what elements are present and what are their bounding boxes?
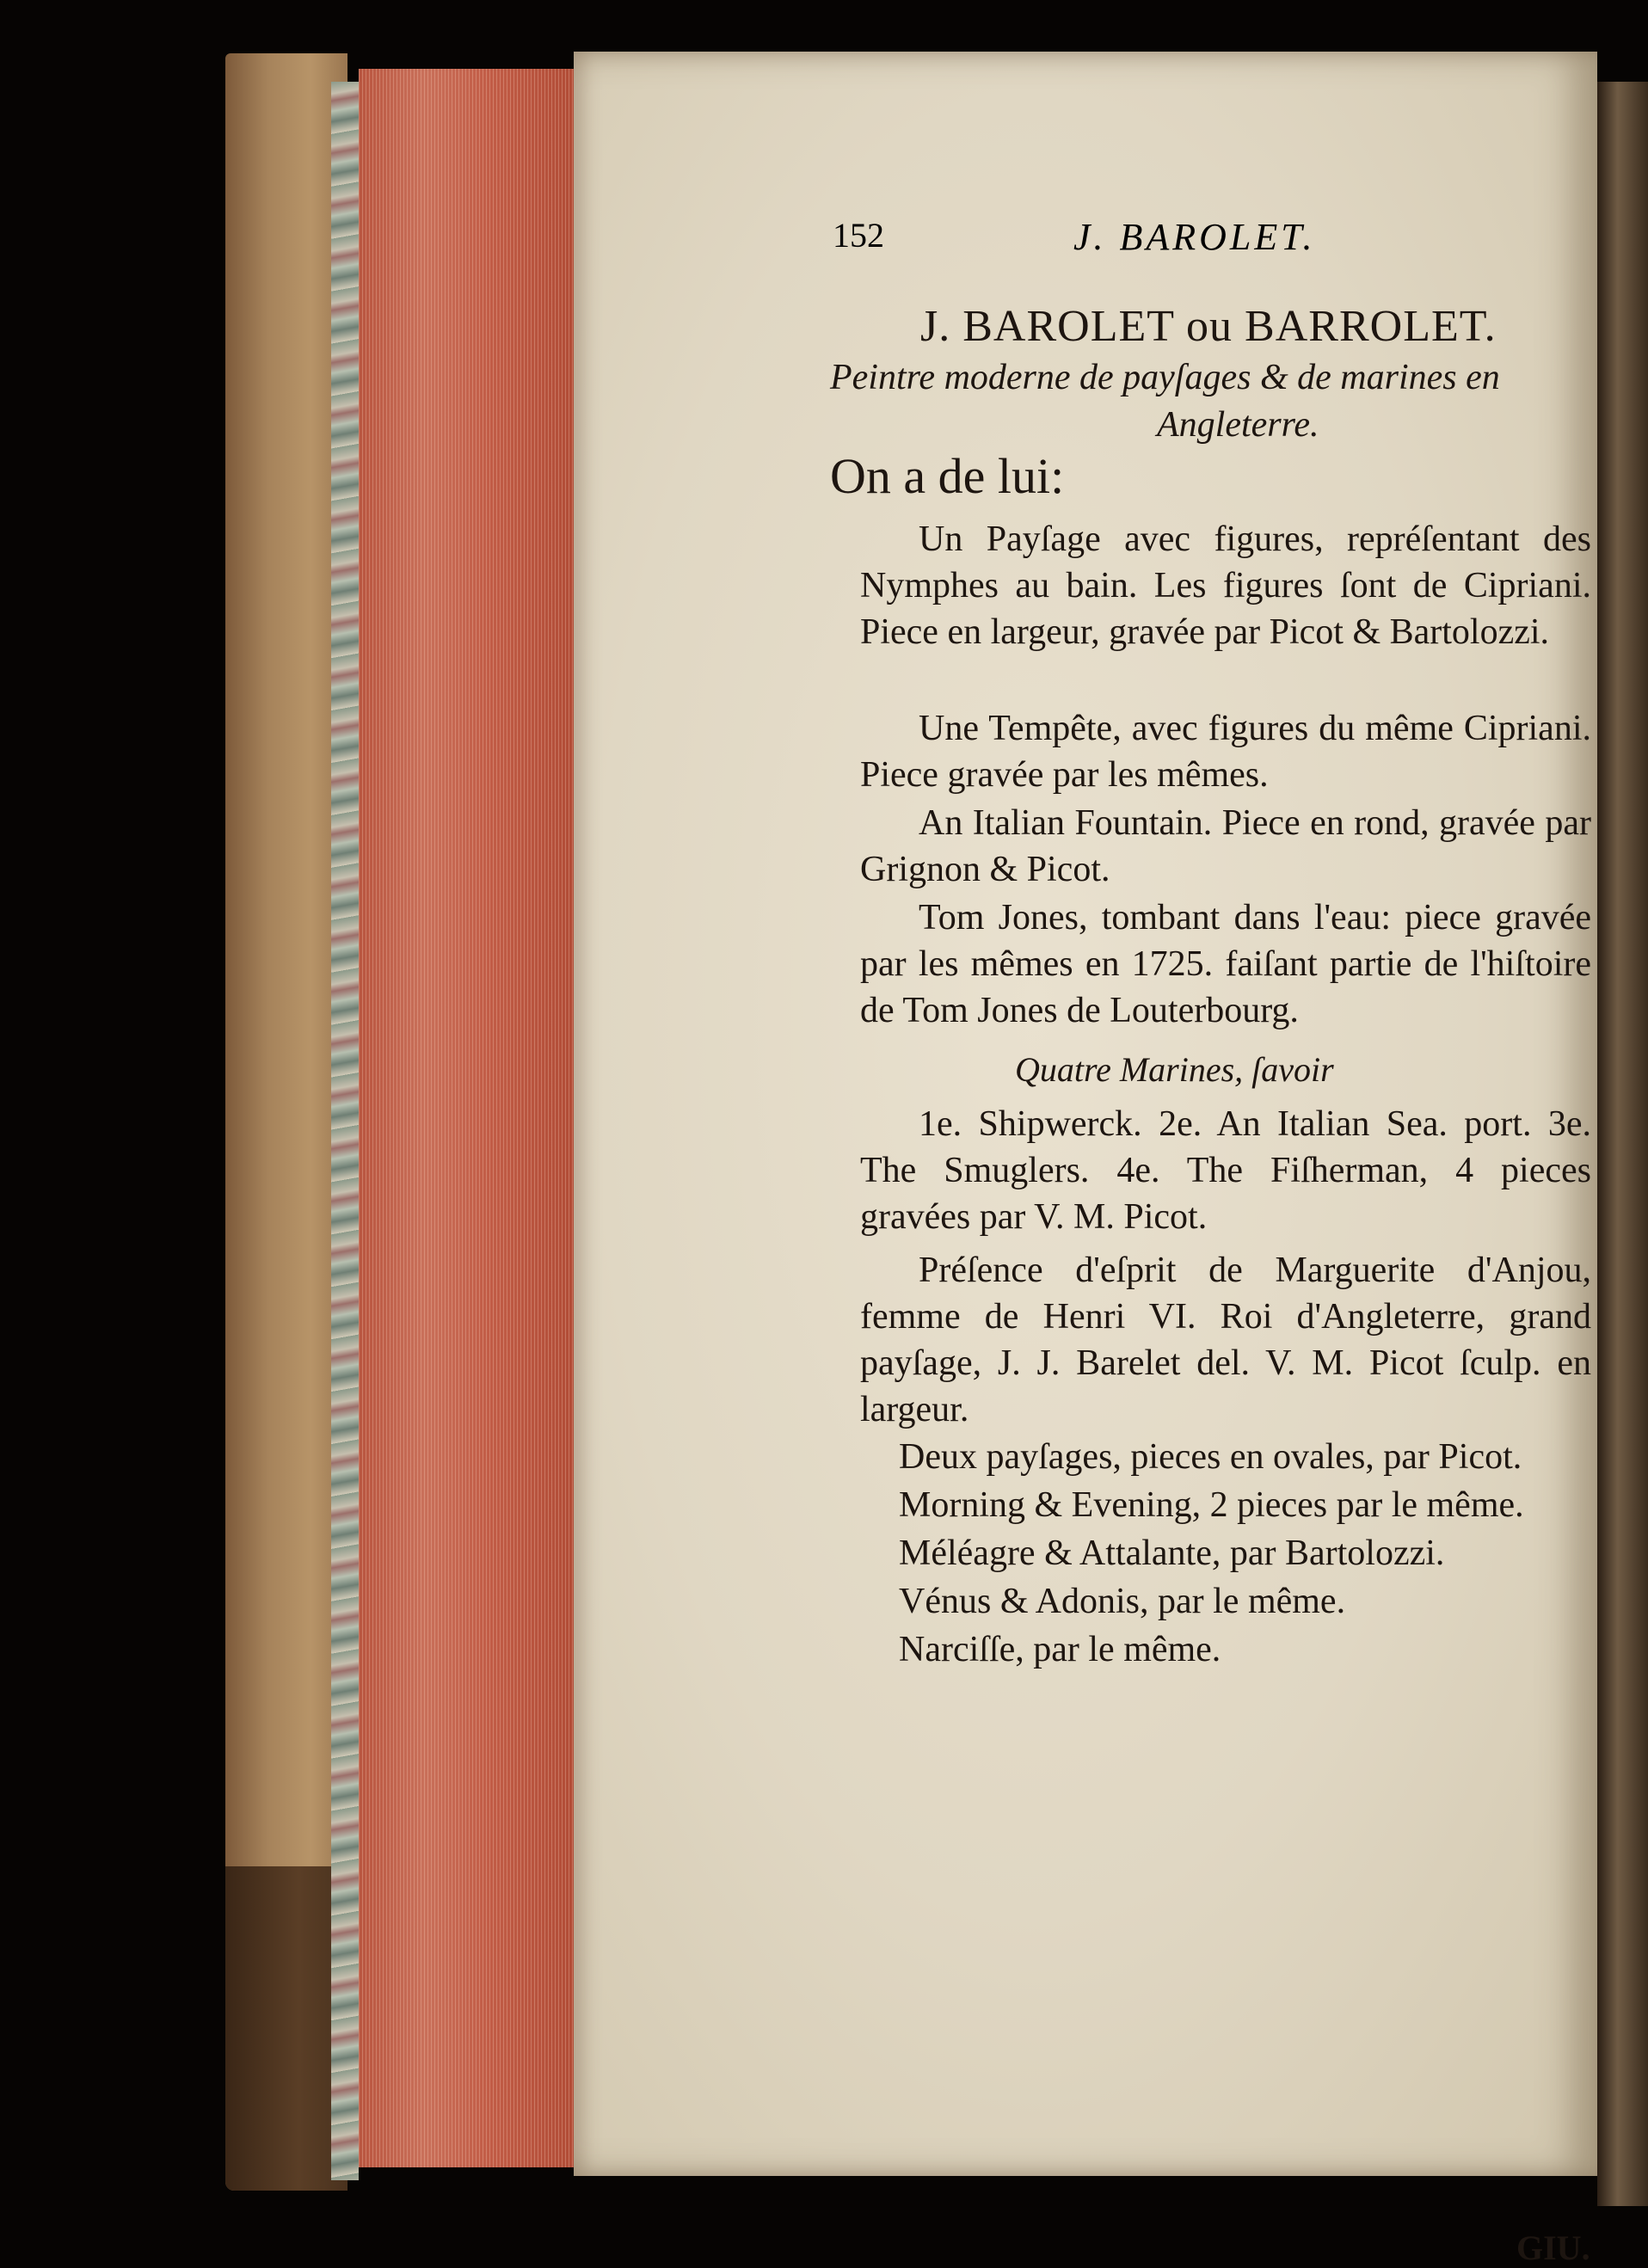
running-title: J. BAROLET. bbox=[1073, 216, 1316, 258]
marines-heading: Quatre Marines, ſavoir bbox=[1015, 1050, 1334, 1089]
entry-paragraph: Une Tempête, avec figures du même Cipriani. Piece gravée par les mêmes. bbox=[860, 709, 1591, 795]
list-item: Narciſſe, par le même. bbox=[899, 1630, 1221, 1669]
page-edges bbox=[359, 69, 574, 2167]
list-item: Vénus & Adonis, par le même. bbox=[899, 1582, 1346, 1621]
marines-paragraph: 1e. Shipwerck. 2e. An Italian Sea. port. 3e. The Smuglers. 4e. The Fiſherman, 4 pieces gravées par V. M. Picot. bbox=[860, 1104, 1591, 1237]
list-item: Morning & Evening, 2 pieces par le même. bbox=[899, 1485, 1524, 1525]
list-item: Deux payſages, pieces en ovales, par Picot. bbox=[899, 1437, 1522, 1477]
intro-text: On a de lui: bbox=[830, 448, 1065, 504]
facing-page-edge bbox=[1597, 82, 1648, 2206]
running-head bbox=[833, 215, 1400, 267]
list-item: Méléagre & Attalante, par Bartolozzi. bbox=[899, 1534, 1445, 1573]
entry-subtitle-line-2: Angleterre. bbox=[1157, 405, 1319, 445]
page-number: 152 bbox=[833, 216, 884, 255]
book-cover-worn bbox=[225, 1866, 347, 2191]
entry-paragraph: Préſence d'eſprit de Marguerite d'Anjou, femme de Henri VI. Roi d'Angleterre, grand payſage, J. J. Barelet del. V. M. Picot ſculp. en largeur. bbox=[860, 1251, 1591, 1429]
entry-paragraph: Tom Jones, tombant dans l'eau: piece gravée par les mêmes en 1725. faiſant partie de l'hiſtoire de Tom Jones de Louterbourg. bbox=[860, 898, 1591, 1030]
entry-heading: J. BAROLET ou BARROLET. bbox=[920, 302, 1497, 351]
catchword: GIU. bbox=[1516, 2228, 1590, 2267]
entry-paragraph: An Italian Fountain. Piece en rond, gravée par Grignon & Picot. bbox=[860, 803, 1591, 889]
marbled-endpaper bbox=[331, 82, 359, 2180]
entry-paragraph: Un Payſage avec figures, repréſentant des Nymphes au bain. Les figures ſont de Cipriani. Piece en largeur, gravée par Picot & Bartolozzi. bbox=[860, 519, 1591, 652]
entry-subtitle-line-1: Peintre moderne de payſages & de marines en bbox=[830, 358, 1500, 397]
